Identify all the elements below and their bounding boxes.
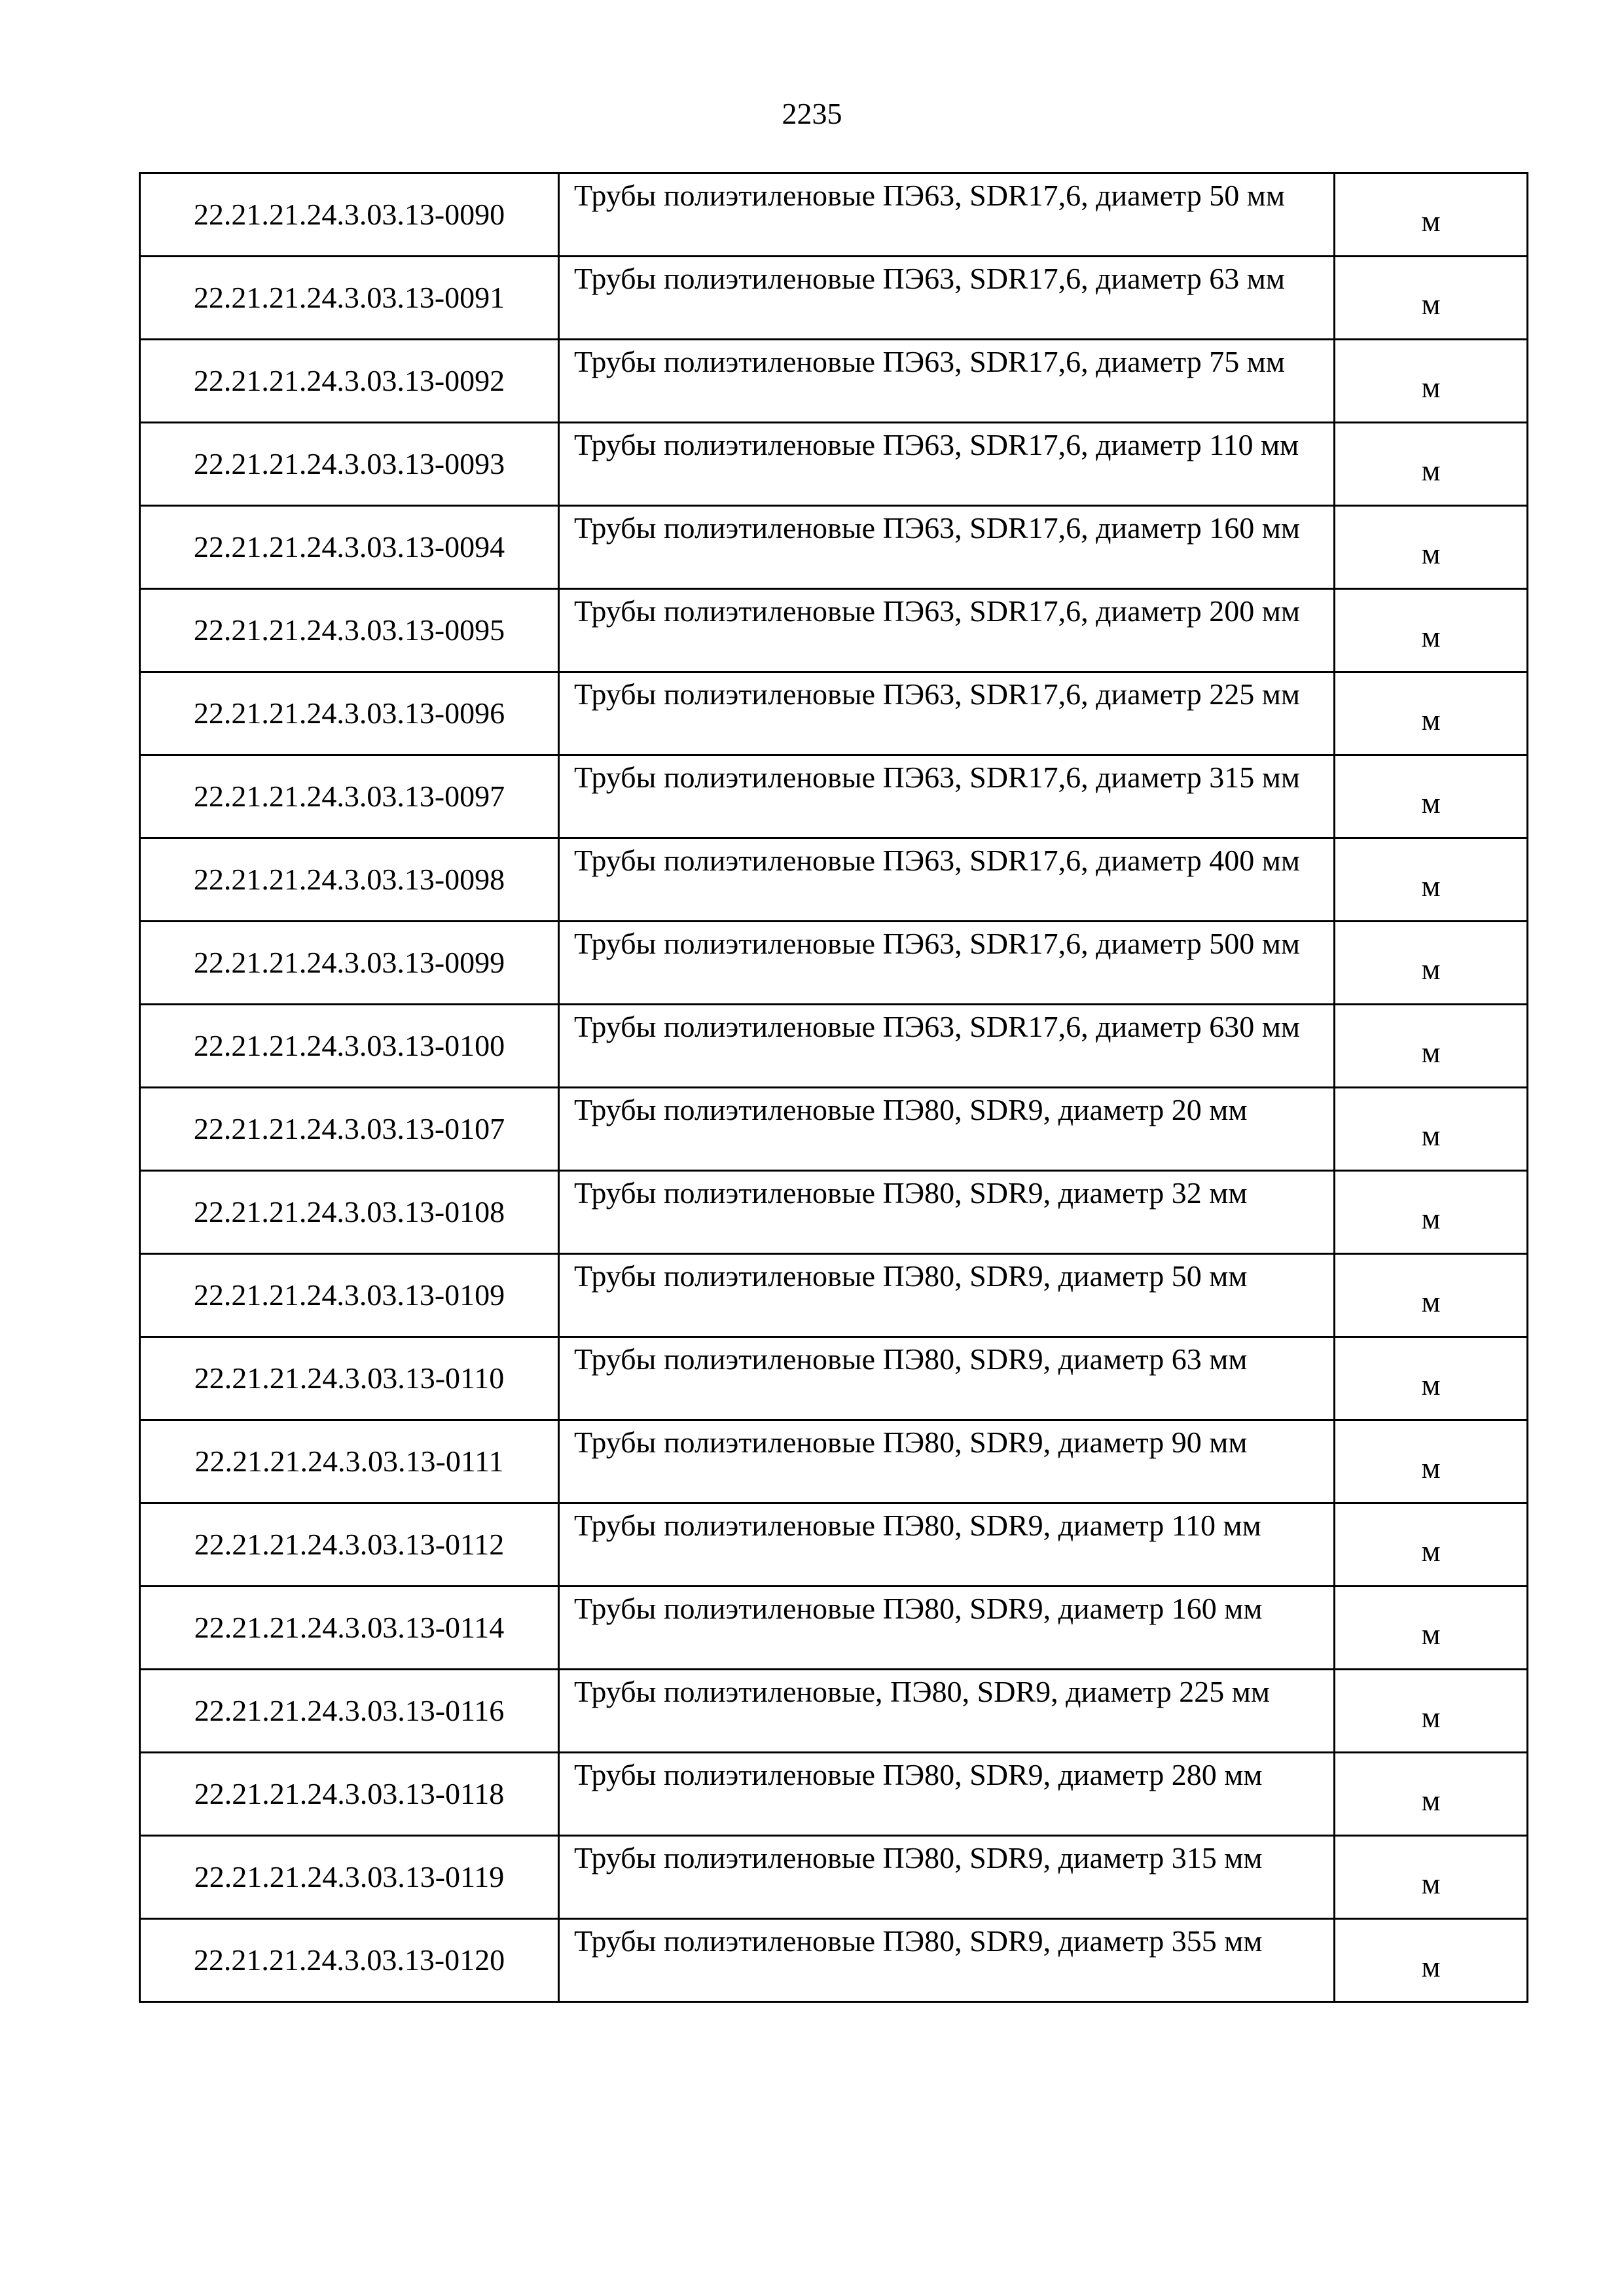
resource-name: Трубы полиэтиленовые ПЭ63, SDR17,6, диаметр 500 мм bbox=[559, 922, 1335, 1005]
resource-name: Трубы полиэтиленовые, ПЭ80, SDR9, диаметр 225 мм bbox=[559, 1670, 1335, 1753]
resource-unit: м bbox=[1335, 1503, 1528, 1587]
resource-unit: м bbox=[1335, 589, 1528, 672]
table-row bbox=[140, 1836, 1528, 1919]
resource-unit: м bbox=[1335, 838, 1528, 922]
resource-code: 22.21.21.24.3.03.13-0098 bbox=[140, 838, 559, 922]
resource-name: Трубы полиэтиленовые ПЭ80, SDR9, диаметр 315 мм bbox=[559, 1836, 1335, 1919]
resource-unit: м bbox=[1335, 340, 1528, 423]
resource-code: 22.21.21.24.3.03.13-0120 bbox=[140, 1919, 559, 2002]
resource-code: 22.21.21.24.3.03.13-0112 bbox=[140, 1503, 559, 1587]
table-row bbox=[140, 1005, 1528, 1088]
resource-name: Трубы полиэтиленовые ПЭ80, SDR9, диаметр 160 мм bbox=[559, 1587, 1335, 1670]
resource-unit: м bbox=[1335, 1337, 1528, 1420]
table-row bbox=[140, 257, 1528, 340]
resource-code: 22.21.21.24.3.03.13-0096 bbox=[140, 672, 559, 755]
resource-name: Трубы полиэтиленовые ПЭ80, SDR9, диаметр 90 мм bbox=[559, 1420, 1335, 1503]
resource-code: 22.21.21.24.3.03.13-0114 bbox=[140, 1587, 559, 1670]
resource-unit: м bbox=[1335, 755, 1528, 838]
table-row bbox=[140, 173, 1528, 257]
resource-code: 22.21.21.24.3.03.13-0100 bbox=[140, 1005, 559, 1088]
table-row bbox=[140, 838, 1528, 922]
resource-name: Трубы полиэтиленовые ПЭ80, SDR9, диаметр 63 мм bbox=[559, 1337, 1335, 1420]
table-row bbox=[140, 1587, 1528, 1670]
resource-unit: м bbox=[1335, 1005, 1528, 1088]
resource-code: 22.21.21.24.3.03.13-0108 bbox=[140, 1171, 559, 1254]
resource-code: 22.21.21.24.3.03.13-0110 bbox=[140, 1337, 559, 1420]
resource-unit: м bbox=[1335, 423, 1528, 506]
resource-table bbox=[139, 172, 1528, 2003]
resource-unit: м bbox=[1335, 1753, 1528, 1836]
resource-name: Трубы полиэтиленовые ПЭ63, SDR17,6, диаметр 400 мм bbox=[559, 838, 1335, 922]
resource-unit: м bbox=[1335, 1587, 1528, 1670]
table-row bbox=[140, 672, 1528, 755]
resource-name: Трубы полиэтиленовые ПЭ63, SDR17,6, диаметр 63 мм bbox=[559, 257, 1335, 340]
resource-name: Трубы полиэтиленовые ПЭ63, SDR17,6, диаметр 315 мм bbox=[559, 755, 1335, 838]
resource-name: Трубы полиэтиленовые ПЭ63, SDR17,6, диаметр 630 мм bbox=[559, 1005, 1335, 1088]
resource-code: 22.21.21.24.3.03.13-0095 bbox=[140, 589, 559, 672]
table-row bbox=[140, 1171, 1528, 1254]
resource-unit: м bbox=[1335, 1420, 1528, 1503]
resource-code: 22.21.21.24.3.03.13-0109 bbox=[140, 1254, 559, 1337]
resource-name: Трубы полиэтиленовые ПЭ80, SDR9, диаметр 110 мм bbox=[559, 1503, 1335, 1587]
table-row bbox=[140, 1420, 1528, 1503]
resource-code: 22.21.21.24.3.03.13-0119 bbox=[140, 1836, 559, 1919]
page-number: 2235 bbox=[782, 97, 842, 130]
table-row bbox=[140, 1088, 1528, 1171]
resource-unit: м bbox=[1335, 1919, 1528, 2002]
resource-code: 22.21.21.24.3.03.13-0094 bbox=[140, 506, 559, 589]
resource-code: 22.21.21.24.3.03.13-0116 bbox=[140, 1670, 559, 1753]
resource-code: 22.21.21.24.3.03.13-0118 bbox=[140, 1753, 559, 1836]
table-row bbox=[140, 922, 1528, 1005]
resource-name: Трубы полиэтиленовые ПЭ80, SDR9, диаметр 280 мм bbox=[559, 1753, 1335, 1836]
resource-name: Трубы полиэтиленовые ПЭ63, SDR17,6, диаметр 225 мм bbox=[559, 672, 1335, 755]
table-row bbox=[140, 1919, 1528, 2002]
resource-code: 22.21.21.24.3.03.13-0097 bbox=[140, 755, 559, 838]
resource-name: Трубы полиэтиленовые ПЭ63, SDR17,6, диаметр 50 мм bbox=[559, 173, 1335, 257]
resource-name: Трубы полиэтиленовые ПЭ63, SDR17,6, диаметр 160 мм bbox=[559, 506, 1335, 589]
table-row bbox=[140, 589, 1528, 672]
table-row bbox=[140, 1753, 1528, 1836]
resource-unit: м bbox=[1335, 1088, 1528, 1171]
table-row bbox=[140, 506, 1528, 589]
resource-unit: м bbox=[1335, 922, 1528, 1005]
resource-unit: м bbox=[1335, 1670, 1528, 1753]
table-row bbox=[140, 1670, 1528, 1753]
resource-code: 22.21.21.24.3.03.13-0093 bbox=[140, 423, 559, 506]
resource-code: 22.21.21.24.3.03.13-0099 bbox=[140, 922, 559, 1005]
table-row bbox=[140, 423, 1528, 506]
resource-name: Трубы полиэтиленовые ПЭ80, SDR9, диаметр 20 мм bbox=[559, 1088, 1335, 1171]
resource-unit: м bbox=[1335, 257, 1528, 340]
table-row bbox=[140, 1503, 1528, 1587]
resource-code: 22.21.21.24.3.03.13-0111 bbox=[140, 1420, 559, 1503]
resource-code: 22.21.21.24.3.03.13-0107 bbox=[140, 1088, 559, 1171]
resource-unit: м bbox=[1335, 173, 1528, 257]
resource-unit: м bbox=[1335, 1171, 1528, 1254]
resource-name: Трубы полиэтиленовые ПЭ63, SDR17,6, диаметр 75 мм bbox=[559, 340, 1335, 423]
resource-code: 22.21.21.24.3.03.13-0092 bbox=[140, 340, 559, 423]
table-row bbox=[140, 340, 1528, 423]
resource-code: 22.21.21.24.3.03.13-0090 bbox=[140, 173, 559, 257]
table-row bbox=[140, 1337, 1528, 1420]
table-row bbox=[140, 755, 1528, 838]
resource-unit: м bbox=[1335, 1254, 1528, 1337]
resource-unit: м bbox=[1335, 1836, 1528, 1919]
resource-name: Трубы полиэтиленовые ПЭ63, SDR17,6, диаметр 110 мм bbox=[559, 423, 1335, 506]
resource-name: Трубы полиэтиленовые ПЭ63, SDR17,6, диаметр 200 мм bbox=[559, 589, 1335, 672]
resource-name: Трубы полиэтиленовые ПЭ80, SDR9, диаметр 355 мм bbox=[559, 1919, 1335, 2002]
resource-name: Трубы полиэтиленовые ПЭ80, SDR9, диаметр 50 мм bbox=[559, 1254, 1335, 1337]
resource-unit: м bbox=[1335, 672, 1528, 755]
resource-name: Трубы полиэтиленовые ПЭ80, SDR9, диаметр 32 мм bbox=[559, 1171, 1335, 1254]
table-row bbox=[140, 1254, 1528, 1337]
resource-unit: м bbox=[1335, 506, 1528, 589]
resource-code: 22.21.21.24.3.03.13-0091 bbox=[140, 257, 559, 340]
